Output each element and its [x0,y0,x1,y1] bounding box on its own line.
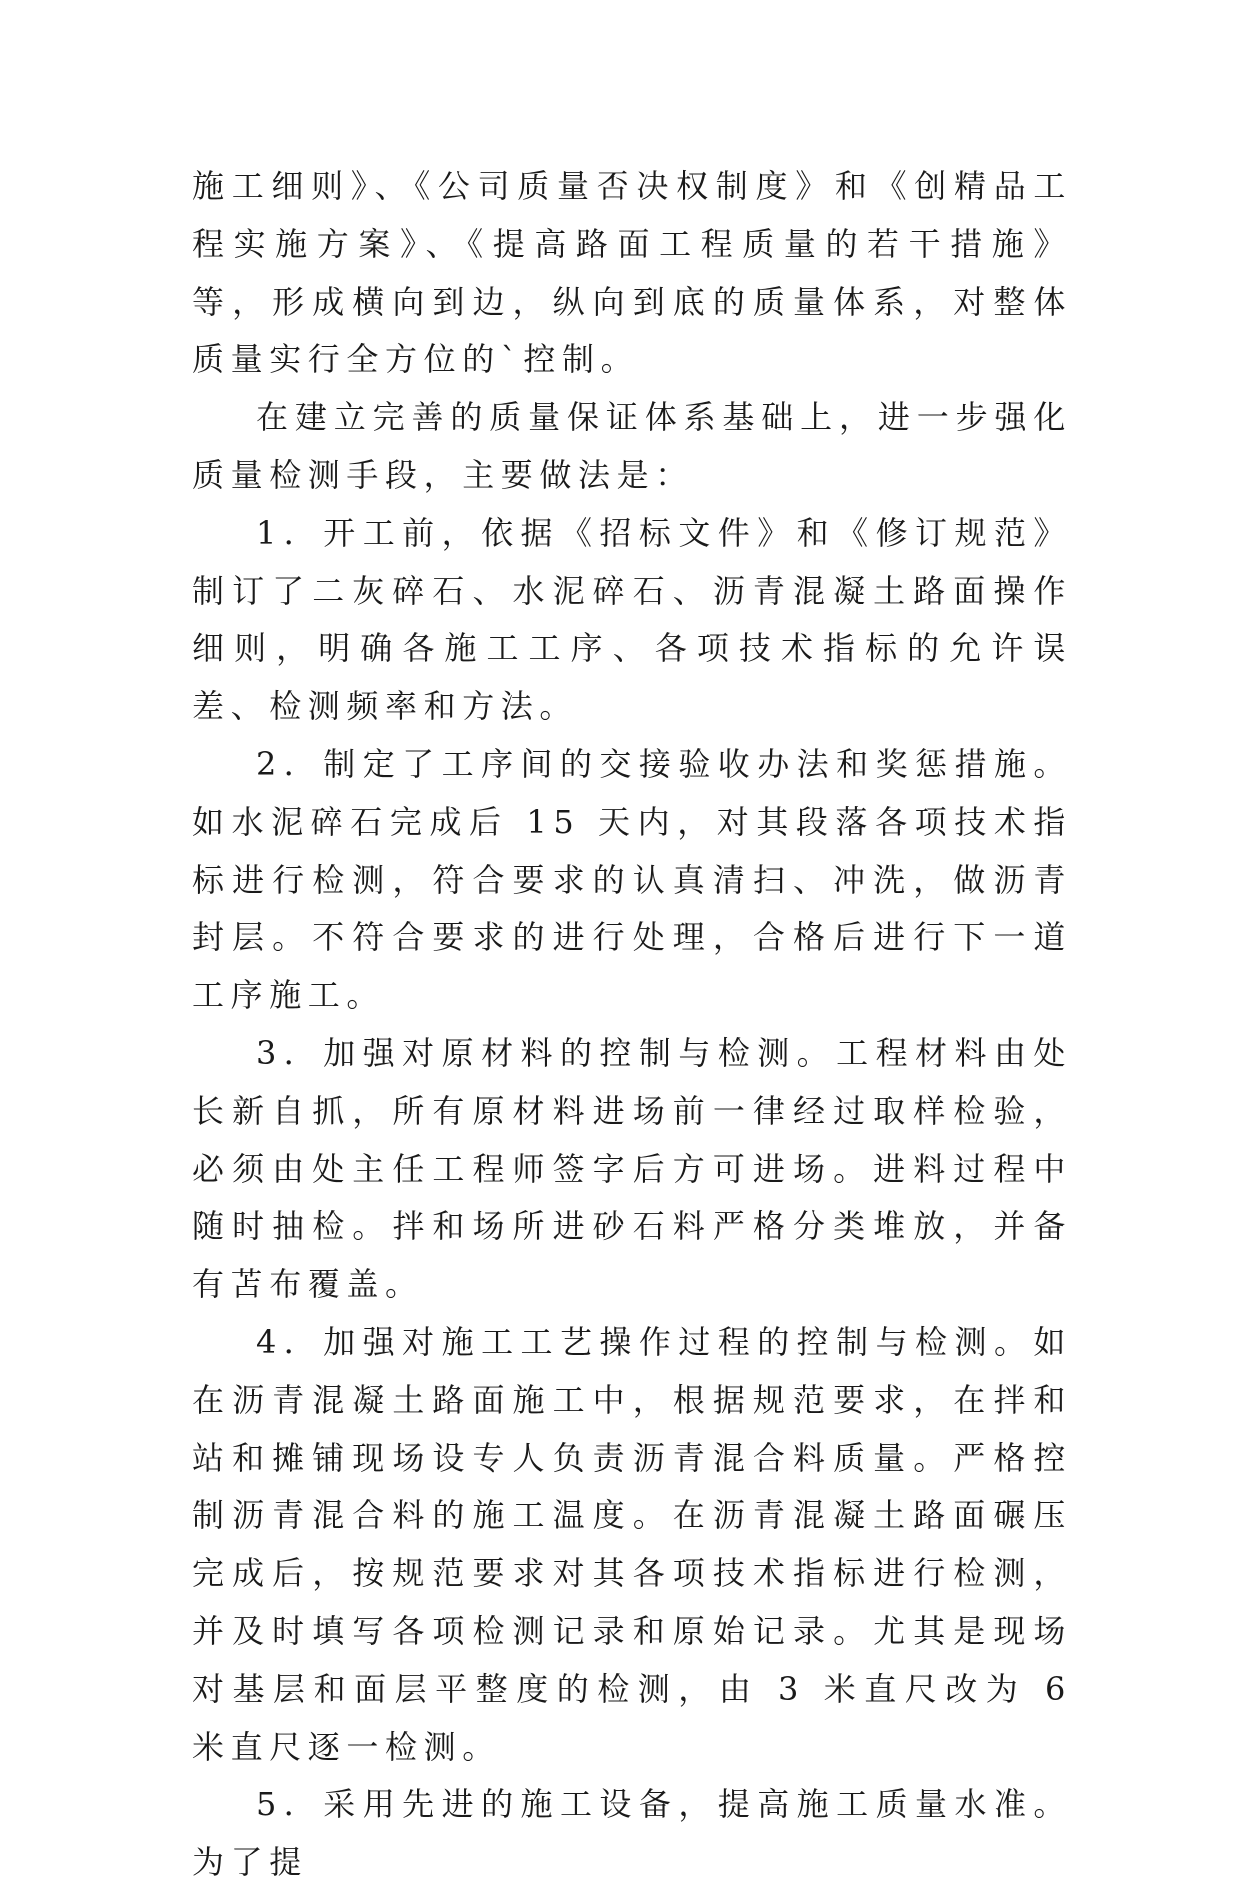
paragraph-item-3: 3．加强对原材料的控制与检测。工程材料由处长新自抓，所有原材料进场前一律经过取样检验，必须由处主任工程师签字后方可进场。进料过程中随时抽检。拌和场所进砂石料严格分类堆放，并备有苫布覆盖。 [192,1033,1072,1304]
paragraph-item-5: 5．采用先进的施工设备，提高施工质量水准。为了提 [192,1785,1072,1882]
paragraph-item-4: 4．加强对施工工艺操作过程的控制与检测。如在沥青混凝土路面施工中，根据规范要求，在拌和站和摊铺现场设专人负责沥青混合料质量。严格控制沥青混合料的施工温度。在沥青混凝土路面碾压完成后，按规范要求对其各项技术指标进行检测，并及时填写各项检测记录和原始记录。尤其是现场对基层和面层平整度的检测，由 3 米直尺改为 6 米直尺逐一检测。 [192,1322,1072,1766]
paragraph-continuation: 施工细则》、《公司质量否决权制度》和《创精品工程实施方案》、《提高路面工程质量的若干措施》等，形成横向到边，纵向到底的质量体系，对整体质量实行全方位的`控制。 [192,167,1072,379]
paragraph-item-2: 2．制定了工序间的交接验收办法和奖惩措施。如水泥碎石完成后 15 天内，对其段落各项技术指标进行检测，符合要求的认真清扫、冲洗，做沥青封层。不符合要求的进行处理，合格后进行下一道工序施工。 [192,744,1072,1015]
paragraph-item-1: 1．开工前，依据《招标文件》和《修订规范》制订了二灰碎石、水泥碎石、沥青混凝土路面操作细则，明确各施工工序、各项技术指标的允许误差、检测频率和方法。 [192,513,1072,726]
paragraph-intro: 在建立完善的质量保证体系基础上，进一步强化质量检测手段，主要做法是： [192,398,1072,494]
body-text [192,158,1072,1892]
